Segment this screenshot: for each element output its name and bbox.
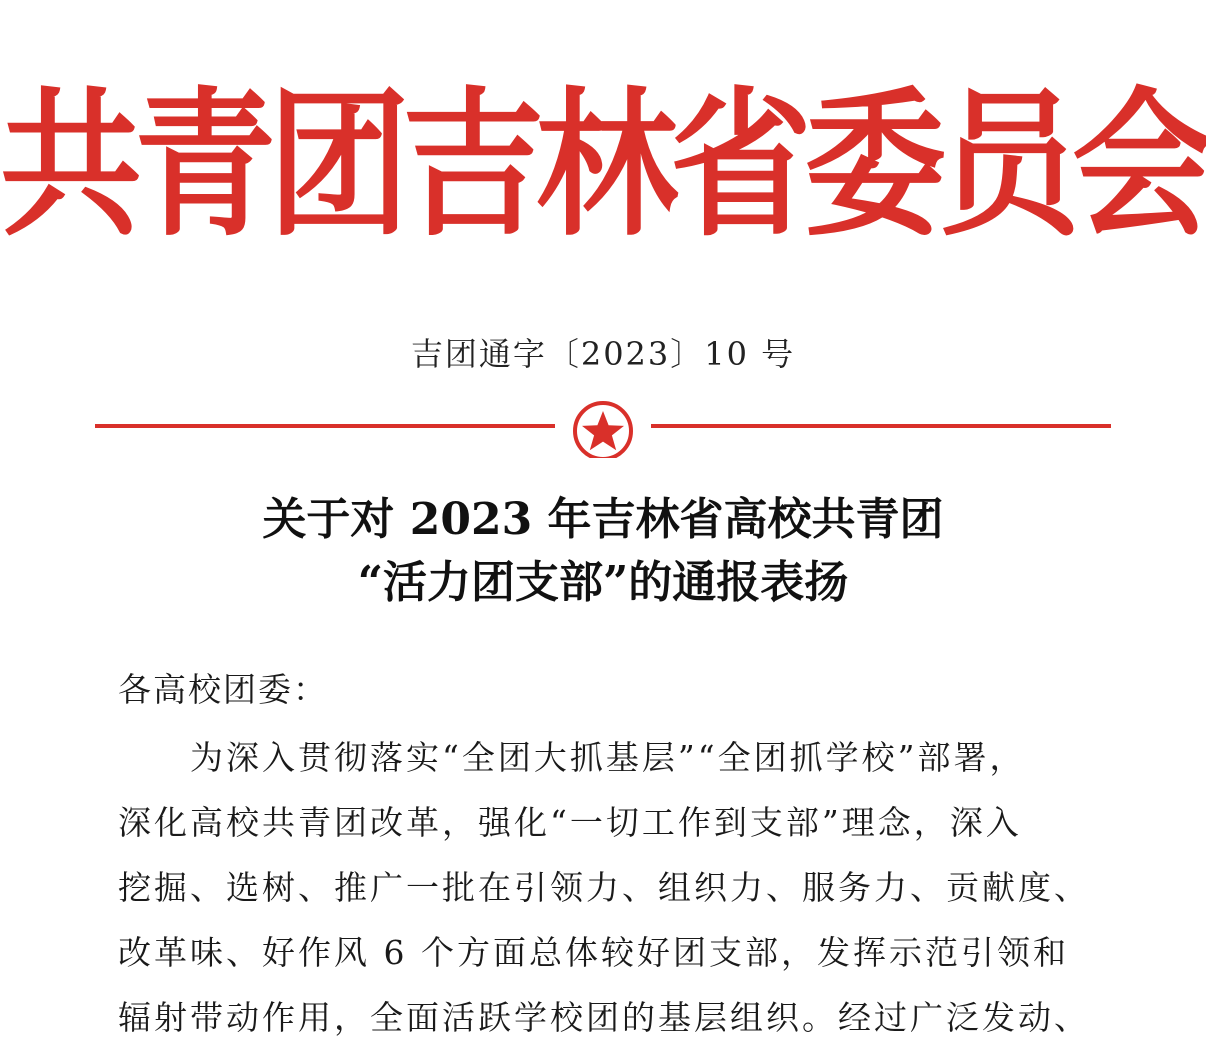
document-number: 吉团通字〔2023〕10 号 (410, 335, 796, 373)
body-line: 辐射带动作用，全面活跃学校团的基层组织。经过广泛发动、 (118, 998, 1090, 1037)
document-title-line-1: 关于对 2023 年吉林省高校共青团 (262, 494, 944, 545)
body-line: 改革味、好作风 6 个方面总体较好团支部，发挥示范引领和 (118, 933, 1069, 972)
masthead-organization: 共青团吉林省委员会 (0, 73, 1206, 259)
red-star-icon (575, 403, 631, 458)
body-line: 为深入贯彻落实“全团大抓基层”“全团抓学校”部署， (190, 738, 1026, 777)
document-title-line-2: “活力团支部”的通报表扬 (357, 557, 849, 608)
body-line: 挖掘、选树、推广一批在引领力、组织力、服务力、贡献度、 (118, 868, 1090, 907)
body-line: 深化高校共青团改革，强化“一切工作到支部”理念，深入 (118, 803, 1022, 842)
header-divider (95, 398, 1111, 458)
salutation: 各高校团委： (118, 670, 328, 709)
